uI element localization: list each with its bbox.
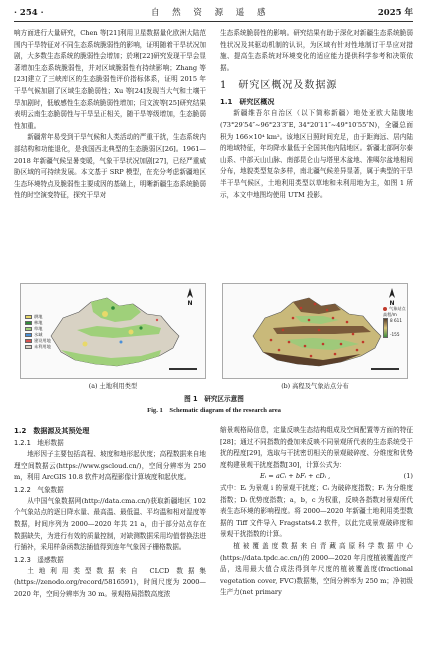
paragraph: 式中：Eᵢ 为景观 i 的景观干扰度；Cᵢ 为破碎度指数；Fᵢ 为分维度指数；Dᵢ 优势度指数；a，b，c 为权重，反映各指数对景观所代表生态环境的影响程度。将 2000—2020 年新疆土地利用类型数据的 Tiff 文件导入 Fragstats4.2 软件，以此完成景观破碎度和景观干扰指数的计算。 bbox=[220, 483, 413, 539]
page-number: · 254 · bbox=[14, 8, 44, 18]
land-use-legend bbox=[25, 314, 51, 350]
legend-item: 建设用地 bbox=[25, 338, 51, 344]
paragraph: 生态系统脆弱性的影响。研究结果有助于深化对新疆生态系统脆弱性状况及其驱动机制的认识，为区域有针对性地制订干旱应对措施、提高生态系统对环境变化的适应能力提供科学参考和决策依据。 bbox=[220, 29, 413, 72]
figure-caption-en: Fig. 1 Schematic diagram of the research area bbox=[147, 407, 281, 414]
journal-title: 自 然 资 源 遥 感 bbox=[150, 8, 271, 18]
publication-year: 2025 年 bbox=[377, 8, 413, 18]
north-arrow-icon bbox=[185, 288, 195, 298]
paragraph: 土地利用类型数据来自 CLCD 数据集(https://zenodo.org/record/5816591)，时间尺度为 2000—2020 年，空间分辨率为 30 m。景观格局指数高度浓 bbox=[14, 566, 206, 598]
panel-a-caption: (a) 土地利用类型 bbox=[88, 383, 138, 390]
left-column-top bbox=[14, 28, 206, 202]
legend-item: 水域 bbox=[25, 332, 51, 338]
paragraph: 新疆维吾尔自治区（以下简称新疆）地处亚欧大陆腹地(73°29′54″~96°23′3″E, 34°20′11″~49°10′55″N)，全疆总面积为 166×10⁴ km²。该地区日照时间充足，由于距海远、居内陆的地域特征，年均降水量低于全国其他内陆地区。新疆北部阿尔泰山系、中部天山山脉、南部昆仑山与塔里木盆地、准噶尔盆地相间分布，地貌类型复杂多样，南北疆气候差异显著，属于典型的干旱半干旱气候区，土地利用类型以草地和未利用地为主，如图 1 所示，本文中地图均使用 UTM 投影。 bbox=[220, 109, 413, 199]
swatch-water bbox=[25, 333, 32, 337]
paragraph: 从中国气象数据网(http://data.cma.cn/)获取新疆地区 102 个气象站点的逐日降水量、最高温、最低温、平均温和相对湿度等数据，时间序列为 2000—2020 年共 21 a，由于部分站点存在数据缺失，为进行有效的质量控制，对缺测数据采用均值替换法进行插补，采用样条函数法插值得到连年气象因子栅格数据。 bbox=[14, 496, 206, 552]
equation-number: (1) bbox=[403, 472, 413, 481]
paragraph: 缩景观格局信息，定量反映生态结构组成及空间配置等方面的特征[28]；通过不同指数的叠加来反映不同景观所代表的生态系统受干扰的程度[29]，选取与干扰密切相关的景观破碎度、分维度和优势度构建景观干扰度指数[30]，计算公式为： bbox=[220, 426, 413, 469]
figure-caption-cn: 图 1 研究区示意图 bbox=[184, 395, 244, 403]
legend-item: 林地 bbox=[25, 320, 51, 326]
panel-b-caption: (b) 高程及气象站点分布 bbox=[281, 383, 349, 390]
north-arrow bbox=[387, 288, 397, 307]
swatch-construction bbox=[25, 339, 32, 343]
sub-subsection-heading: 1.2.2 气象数据 bbox=[14, 485, 64, 494]
paragraph: 地形因子主要包括高程、坡度和地形起伏度；高程数据来自地理空间数据云(https://www.gscloud.cn/)，空间分辨率为 250 m，利用 ArcGIS 10.8 软件对高程影像计算坡度和起伏度。 bbox=[14, 450, 206, 482]
scale-bar bbox=[169, 368, 197, 370]
legend-item: 高程/m bbox=[383, 312, 397, 317]
north-arrow bbox=[185, 288, 195, 307]
section-heading: 1 研究区概况及数据源 bbox=[220, 80, 338, 92]
land-use-map bbox=[20, 283, 206, 379]
subsection-heading: 1.1 研究区概况 bbox=[220, 98, 275, 107]
scale-bar bbox=[371, 368, 399, 370]
station-marker-icon bbox=[383, 307, 387, 311]
subsection-heading: 1.2 数据源及其预处理 bbox=[14, 427, 90, 435]
elevation-ramp bbox=[383, 318, 406, 338]
right-column-bottom bbox=[220, 425, 413, 599]
legend-item: 未利用地 bbox=[25, 344, 51, 350]
equation-body: Eᵢ = aCᵢ + bFᵢ + cDᵢ , bbox=[260, 472, 331, 481]
swatch-forest bbox=[25, 321, 32, 325]
figure-1 bbox=[14, 283, 414, 415]
north-label: N bbox=[187, 300, 193, 307]
north-arrow-icon bbox=[387, 288, 397, 298]
elevation-min: -155 bbox=[390, 332, 400, 337]
swatch-cropland bbox=[25, 315, 32, 319]
left-column-bottom bbox=[14, 425, 206, 601]
paragraph: 植被覆盖度数据来自青藏高原科学数据中心(https://data.tpdc.ac.cn/)的 2000—2020 年月度植被覆盖度产品，选用最大值合成法得到年尺度的植被覆盖度(fractional vegetation cover, FVC)数据集，空间分辨率为 250 m；净初级生产力(net primary bbox=[220, 541, 413, 597]
legend-item: 气象站点 bbox=[383, 306, 406, 312]
swatch-unused bbox=[25, 345, 32, 349]
paragraph: 新疆常年易受到干旱气候和人类活动的严重干扰，生态系统内部结构和功能退化，是我国西北典型的生态脆弱区[26]。1961—2018 年新疆气候呈暑变暖，气象干旱状况加剧[27]，已经严重威胁区域的可持续发展。本文基于 SRP 模型，在充分考虑新疆地区生态环境特点及脆弱性主要成因的基础上，明晰新疆生态系统脆弱性的时空演变特征，探究干旱对 bbox=[14, 133, 206, 200]
elevation-gradient-swatch bbox=[383, 318, 388, 338]
right-column-top bbox=[220, 28, 413, 201]
sub-subsection-heading: 1.2.3 遥感数据 bbox=[14, 555, 64, 564]
sub-subsection-heading: 1.2.1 地形数据 bbox=[14, 439, 64, 447]
paragraph: 响方面进行大量研究，Chen 等[21]利用卫星数据量化欧洲大陆范围内干旱特征对不同生态系统脆弱性的影响，证明随着干旱状况加剧，大多数生态系统的脆弱性会增加；於琍[22]研究发现干旱会显著增加生态系统脆弱性，并对区域脆弱性有持续影响；Zhang 等[23]建立了三峡库区的生态脆弱性评价指标体系，证明 2015 年干旱气候加剧了区域生态脆弱性；Xu 等[24]发现当大气和土壤干旱加剧时，低敏感性生态系统脆弱性增加；闫文波等[25]研究结果表明云南生态脆弱性与干旱呈正相关，随干旱等级增加，生态脆弱性加重。 bbox=[14, 29, 206, 130]
legend-item: 草地 bbox=[25, 326, 51, 332]
legend-item: 耕地 bbox=[25, 314, 51, 320]
elevation-max: 8 611 bbox=[390, 318, 402, 323]
elevation-legend bbox=[383, 306, 406, 338]
equation-1 bbox=[220, 471, 413, 483]
elevation-map-graphic bbox=[223, 284, 409, 380]
elevation-map bbox=[222, 283, 408, 379]
north-label: N bbox=[389, 300, 395, 307]
swatch-grassland bbox=[25, 327, 32, 331]
page-header bbox=[14, 6, 413, 22]
